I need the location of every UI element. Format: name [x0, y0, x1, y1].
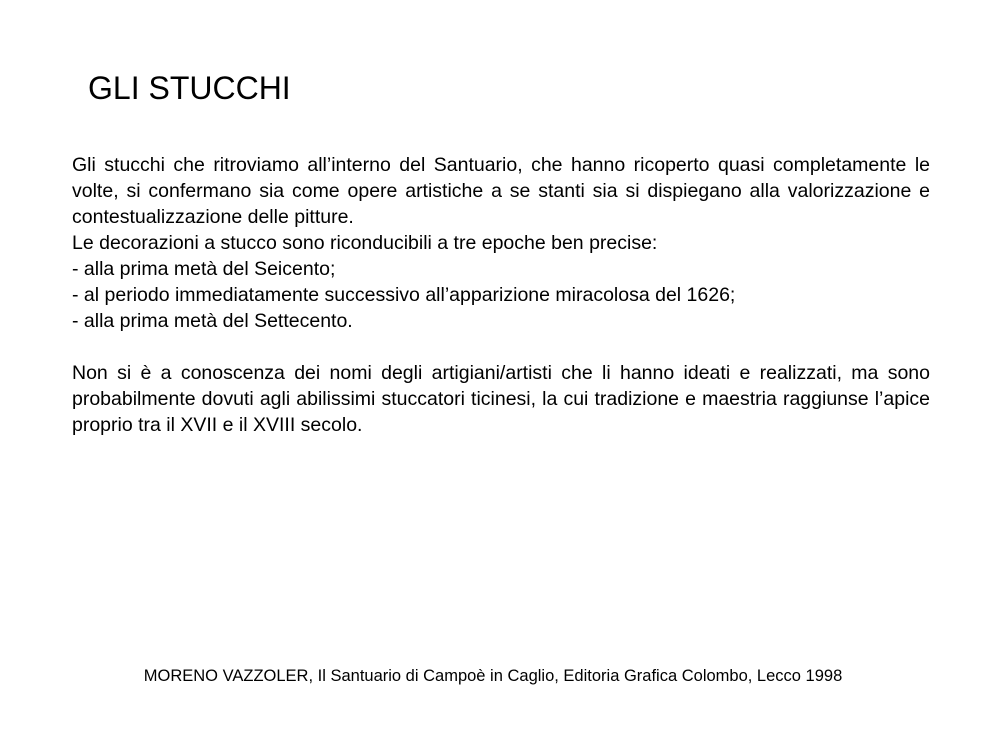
epoch-list-item: - al periodo immediatamente successivo all’apparizione miracolosa del 1626;	[72, 284, 736, 306]
slide-title: GLI STUCCHI	[88, 70, 291, 106]
epochs-intro-line: Le decorazioni a stucco sono riconducibili a tre epoche ben precise:	[72, 232, 658, 254]
source-citation: MORENO VAZZOLER, Il Santuario di Campoè in Caglio, Editoria Grafica Colombo, Lecco 1998	[143, 667, 843, 685]
epoch-list-item: - alla prima metà del Settecento.	[72, 310, 353, 332]
paragraph-intro: Gli stucchi che ritroviamo all’interno del Santuario, che hanno ricoperto quasi completamente le volte, si confermano sia come opere artistiche a se stanti sia si dispiegano alla valorizzazione e contestualizzazione delle pitture.	[72, 154, 930, 228]
paragraph-artisans: Non si è a conoscenza dei nomi degli artigiani/artisti che li hanno ideati e realizzati, ma sono probabilmente dovuti agli abilissimi stuccatori ticinesi, la cui tradizione e maestria raggiunse l’apice proprio tra il XVII e il XVIII secolo.	[72, 362, 930, 436]
slide-body	[72, 152, 930, 438]
paragraph-spacer	[72, 334, 930, 360]
epoch-list-item: - alla prima metà del Seicento;	[72, 258, 336, 280]
